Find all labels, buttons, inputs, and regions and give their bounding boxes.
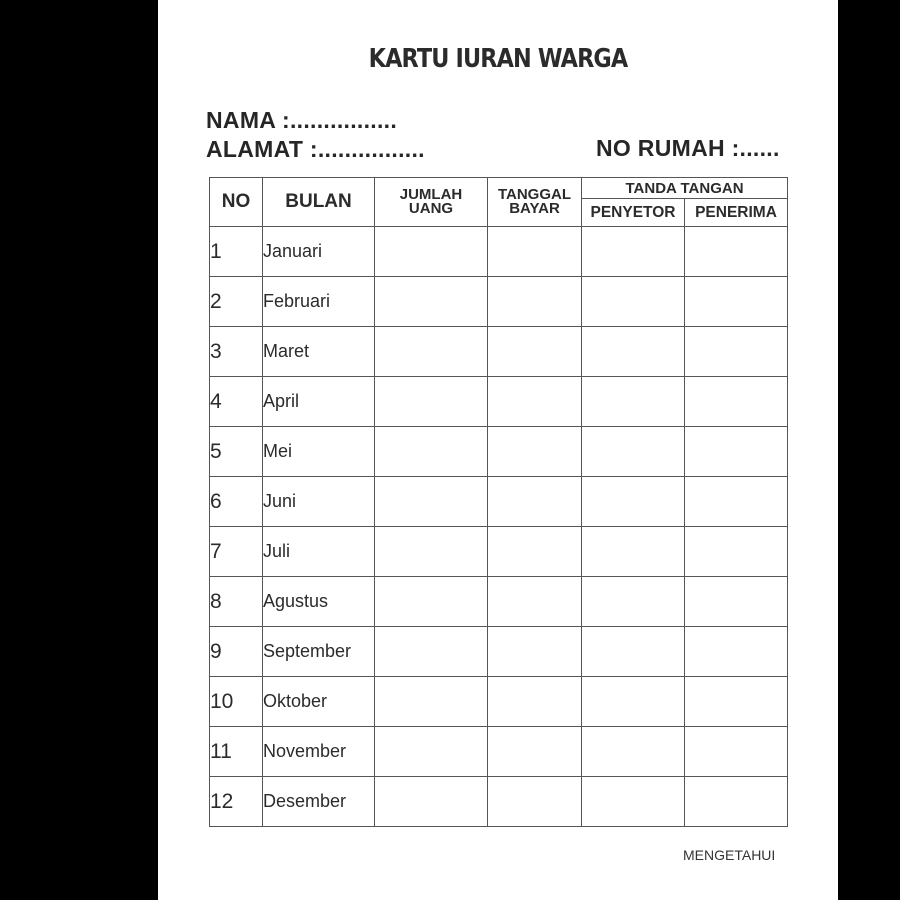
amount-cell[interactable] bbox=[375, 327, 488, 377]
address-field: ALAMAT :................ bbox=[206, 136, 425, 162]
receiver-signature-cell[interactable] bbox=[685, 477, 788, 527]
row-number: 2 bbox=[210, 277, 263, 327]
table-row bbox=[210, 527, 788, 577]
header-amount-line2: UANG bbox=[408, 200, 454, 217]
row-number: 3 bbox=[210, 327, 263, 377]
row-month: Mei bbox=[263, 427, 375, 477]
receiver-signature-cell[interactable] bbox=[685, 377, 788, 427]
table-row bbox=[210, 427, 788, 477]
row-number: 4 bbox=[210, 377, 263, 427]
table-row bbox=[210, 327, 788, 377]
amount-cell[interactable] bbox=[375, 427, 488, 477]
payer-signature-cell[interactable] bbox=[582, 527, 685, 577]
receiver-signature-cell[interactable] bbox=[685, 777, 788, 827]
pay-date-cell[interactable] bbox=[488, 327, 582, 377]
row-month: Juli bbox=[263, 527, 375, 577]
pay-date-cell[interactable] bbox=[488, 527, 582, 577]
row-month: April bbox=[263, 377, 375, 427]
row-number: 5 bbox=[210, 427, 263, 477]
receiver-signature-cell[interactable] bbox=[685, 627, 788, 677]
row-number: 6 bbox=[210, 477, 263, 527]
row-month: Juni bbox=[263, 477, 375, 527]
table-row bbox=[210, 627, 788, 677]
table-row bbox=[210, 277, 788, 327]
amount-cell[interactable] bbox=[375, 727, 488, 777]
table-body bbox=[210, 227, 788, 827]
row-number: 11 bbox=[210, 727, 263, 777]
amount-cell[interactable] bbox=[375, 227, 488, 277]
payer-signature-cell[interactable] bbox=[582, 327, 685, 377]
receiver-signature-cell[interactable] bbox=[685, 327, 788, 377]
payer-signature-cell[interactable] bbox=[582, 627, 685, 677]
receiver-signature-cell[interactable] bbox=[685, 727, 788, 777]
header-pay-date-line2: BAYAR bbox=[509, 200, 560, 217]
dues-table bbox=[209, 177, 788, 827]
row-number: 7 bbox=[210, 527, 263, 577]
amount-cell[interactable] bbox=[375, 627, 488, 677]
payer-signature-cell[interactable] bbox=[582, 727, 685, 777]
payer-signature-cell[interactable] bbox=[582, 377, 685, 427]
card-title: KARTU IURAN WARGA bbox=[368, 44, 628, 74]
receiver-signature-cell[interactable] bbox=[685, 527, 788, 577]
row-number: 8 bbox=[210, 577, 263, 627]
payer-signature-cell[interactable] bbox=[582, 577, 685, 627]
table-row bbox=[210, 377, 788, 427]
header-receiver: PENERIMA bbox=[685, 199, 788, 227]
row-month: Desember bbox=[263, 777, 375, 827]
payer-signature-cell[interactable] bbox=[582, 477, 685, 527]
amount-cell[interactable] bbox=[375, 477, 488, 527]
row-number: 1 bbox=[210, 227, 263, 277]
payer-signature-cell[interactable] bbox=[582, 227, 685, 277]
pay-date-cell[interactable] bbox=[488, 277, 582, 327]
pay-date-cell[interactable] bbox=[488, 227, 582, 277]
row-number: 12 bbox=[210, 777, 263, 827]
header-payer: PENYETOR bbox=[582, 199, 685, 227]
amount-cell[interactable] bbox=[375, 277, 488, 327]
table-row bbox=[210, 477, 788, 527]
pay-date-cell[interactable] bbox=[488, 677, 582, 727]
header-amount-line1: JUMLAH bbox=[399, 186, 463, 203]
row-month: Februari bbox=[263, 277, 375, 327]
header-pay-date bbox=[488, 178, 582, 227]
amount-cell[interactable] bbox=[375, 677, 488, 727]
amount-cell[interactable] bbox=[375, 377, 488, 427]
header-pay-date-line1: TANGGAL bbox=[497, 186, 572, 203]
payer-signature-cell[interactable] bbox=[582, 777, 685, 827]
pay-date-cell[interactable] bbox=[488, 627, 582, 677]
header-month: BULAN bbox=[263, 178, 375, 227]
name-field: NAMA :................ bbox=[206, 107, 398, 133]
receiver-signature-cell[interactable] bbox=[685, 227, 788, 277]
dues-card-sheet bbox=[158, 0, 838, 900]
receiver-signature-cell[interactable] bbox=[685, 677, 788, 727]
row-month: Januari bbox=[263, 227, 375, 277]
receiver-signature-cell[interactable] bbox=[685, 427, 788, 477]
pay-date-cell[interactable] bbox=[488, 427, 582, 477]
pay-date-cell[interactable] bbox=[488, 777, 582, 827]
receiver-signature-cell[interactable] bbox=[685, 277, 788, 327]
row-month: Oktober bbox=[263, 677, 375, 727]
header-no: NO bbox=[210, 178, 263, 227]
row-number: 9 bbox=[210, 627, 263, 677]
row-month: Agustus bbox=[263, 577, 375, 627]
pay-date-cell[interactable] bbox=[488, 377, 582, 427]
pay-date-cell[interactable] bbox=[488, 477, 582, 527]
payer-signature-cell[interactable] bbox=[582, 277, 685, 327]
table-row bbox=[210, 777, 788, 827]
pay-date-cell[interactable] bbox=[488, 577, 582, 627]
payer-signature-cell[interactable] bbox=[582, 677, 685, 727]
house-number-field: NO RUMAH :...... bbox=[596, 135, 780, 161]
acknowledged-label: MENGETAHUI bbox=[683, 847, 776, 863]
header-row-top bbox=[210, 178, 788, 199]
amount-cell[interactable] bbox=[375, 527, 488, 577]
table-row bbox=[210, 577, 788, 627]
pay-date-cell[interactable] bbox=[488, 727, 582, 777]
table-row bbox=[210, 227, 788, 277]
payer-signature-cell[interactable] bbox=[582, 427, 685, 477]
row-month: Maret bbox=[263, 327, 375, 377]
row-month: November bbox=[263, 727, 375, 777]
header-signature: TANDA TANGAN bbox=[582, 178, 788, 199]
row-month: September bbox=[263, 627, 375, 677]
amount-cell[interactable] bbox=[375, 777, 488, 827]
row-number: 10 bbox=[210, 677, 263, 727]
receiver-signature-cell[interactable] bbox=[685, 577, 788, 627]
amount-cell[interactable] bbox=[375, 577, 488, 627]
table-row bbox=[210, 727, 788, 777]
header-amount bbox=[375, 178, 488, 227]
table-row bbox=[210, 677, 788, 727]
